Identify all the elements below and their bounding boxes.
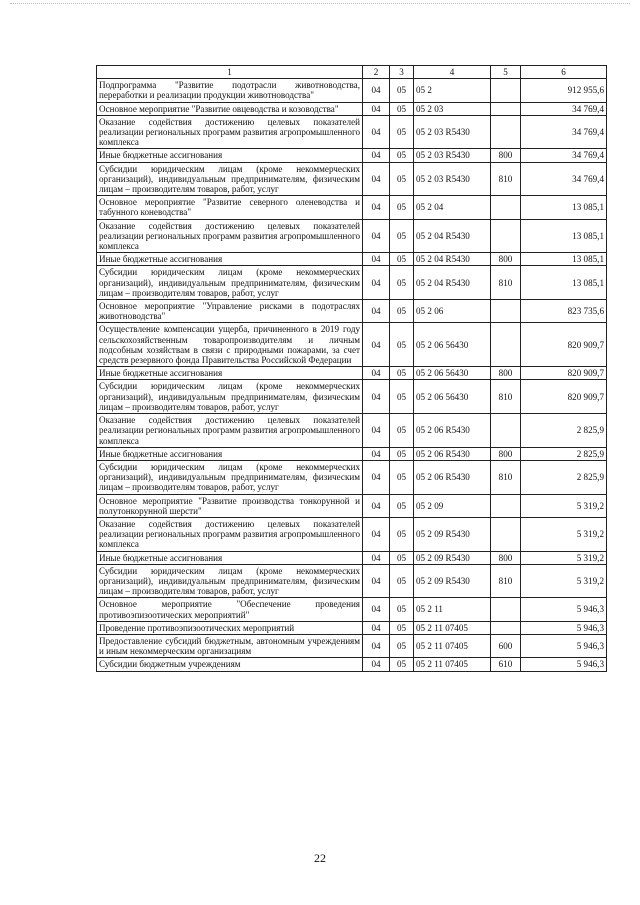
row-subsection-cell: 05 — [390, 253, 414, 266]
header-cell: 6 — [521, 66, 607, 79]
row-expense-type-cell: 800 — [491, 367, 521, 380]
row-target-article-cell: 05 2 06 56430 — [414, 323, 491, 367]
header-cell: 1 — [97, 66, 363, 79]
table-row — [97, 266, 607, 300]
table-row — [97, 253, 607, 266]
row-section-cell: 04 — [363, 253, 390, 266]
table-header-row — [97, 66, 607, 79]
row-name-cell: Основное мероприятие "Развитие производства тонкорунной и полутонкорунной шерсти" — [97, 494, 363, 517]
table-row — [97, 658, 607, 671]
row-amount-cell: 820 909,7 — [521, 380, 607, 414]
row-name-cell: Проведение противоэпизоотических мероприятий — [97, 621, 363, 634]
row-expense-type-cell — [491, 598, 521, 621]
row-name-cell: Основное мероприятие "Развитие северного оленеводства и табунного коневодства" — [97, 196, 363, 219]
row-target-article-cell: 05 2 11 07405 — [414, 621, 491, 634]
row-section-cell: 04 — [363, 149, 390, 162]
row-amount-cell: 34 769,4 — [521, 115, 607, 149]
row-target-article-cell: 05 2 04 — [414, 196, 491, 219]
table-row — [97, 115, 607, 149]
row-amount-cell: 5 319,2 — [521, 564, 607, 598]
row-amount-cell: 5 946,3 — [521, 634, 607, 657]
row-amount-cell: 34 769,4 — [521, 162, 607, 196]
table-row — [97, 564, 607, 598]
table-row — [97, 414, 607, 448]
row-expense-type-cell — [491, 323, 521, 367]
row-target-article-cell: 05 2 06 — [414, 300, 491, 323]
row-section-cell: 04 — [363, 447, 390, 460]
header-cell: 2 — [363, 66, 390, 79]
row-name-cell: Оказание содействия достижению целевых показателей реализации региональных программ развития агропромышленного комплекса — [97, 219, 363, 253]
row-expense-type-cell: 810 — [491, 564, 521, 598]
row-amount-cell: 820 909,7 — [521, 367, 607, 380]
row-section-cell: 04 — [363, 414, 390, 448]
row-section-cell: 04 — [363, 102, 390, 115]
row-target-article-cell: 05 2 04 R5430 — [414, 219, 491, 253]
table-row — [97, 517, 607, 551]
row-subsection-cell: 05 — [390, 460, 414, 494]
header-cell: 4 — [414, 66, 491, 79]
row-amount-cell: 820 909,7 — [521, 323, 607, 367]
row-section-cell: 04 — [363, 367, 390, 380]
row-name-cell: Иные бюджетные ассигнования — [97, 367, 363, 380]
row-target-article-cell: 05 2 03 R5430 — [414, 149, 491, 162]
row-target-article-cell: 05 2 06 R5430 — [414, 414, 491, 448]
row-expense-type-cell: 800 — [491, 149, 521, 162]
row-name-cell: Оказание содействия достижению целевых показателей реализации региональных программ развития агропромышленного комплекса — [97, 115, 363, 149]
table-row — [97, 79, 607, 102]
row-target-article-cell: 05 2 04 R5430 — [414, 266, 491, 300]
row-subsection-cell: 05 — [390, 196, 414, 219]
row-amount-cell: 2 825,9 — [521, 447, 607, 460]
row-subsection-cell: 05 — [390, 102, 414, 115]
row-target-article-cell: 05 2 04 R5430 — [414, 253, 491, 266]
row-subsection-cell: 05 — [390, 598, 414, 621]
row-amount-cell: 2 825,9 — [521, 460, 607, 494]
row-section-cell: 04 — [363, 494, 390, 517]
row-name-cell: Субсидии юридическим лицам (кроме некоммерческих организаций), индивидуальным предпринимателям, физическим лицам – производителям товаров, работ, услуг — [97, 380, 363, 414]
row-name-cell: Субсидии юридическим лицам (кроме некоммерческих организаций), индивидуальным предпринимателям, физическим лицам – производителям товаров, работ, услуг — [97, 564, 363, 598]
row-name-cell: Иные бюджетные ассигнования — [97, 551, 363, 564]
row-target-article-cell: 05 2 03 R5430 — [414, 115, 491, 149]
row-name-cell: Оказание содействия достижению целевых показателей реализации региональных программ развития агропромышленного комплекса — [97, 414, 363, 448]
row-subsection-cell: 05 — [390, 658, 414, 671]
row-name-cell: Иные бюджетные ассигнования — [97, 447, 363, 460]
row-name-cell: Субсидии бюджетным учреждениям — [97, 658, 363, 671]
table-row — [97, 460, 607, 494]
row-subsection-cell: 05 — [390, 621, 414, 634]
row-amount-cell: 13 085,1 — [521, 266, 607, 300]
row-section-cell: 04 — [363, 79, 390, 102]
row-expense-type-cell — [491, 494, 521, 517]
table-row — [97, 494, 607, 517]
row-subsection-cell: 05 — [390, 266, 414, 300]
row-section-cell: 04 — [363, 621, 390, 634]
budget-table — [96, 65, 607, 672]
row-subsection-cell: 05 — [390, 447, 414, 460]
row-subsection-cell: 05 — [390, 162, 414, 196]
row-amount-cell: 5 319,2 — [521, 494, 607, 517]
row-target-article-cell: 05 2 03 R5430 — [414, 162, 491, 196]
row-name-cell: Предоставление субсидий бюджетным, автономным учреждениям и иным некоммерческим организациям — [97, 634, 363, 657]
row-amount-cell: 5 946,3 — [521, 621, 607, 634]
row-expense-type-cell — [491, 517, 521, 551]
row-name-cell: Иные бюджетные ассигнования — [97, 253, 363, 266]
row-target-article-cell: 05 2 06 56430 — [414, 367, 491, 380]
row-amount-cell: 34 769,4 — [521, 102, 607, 115]
row-section-cell: 04 — [363, 300, 390, 323]
row-subsection-cell: 05 — [390, 219, 414, 253]
row-expense-type-cell: 800 — [491, 551, 521, 564]
row-expense-type-cell — [491, 196, 521, 219]
row-amount-cell: 5 946,3 — [521, 598, 607, 621]
row-amount-cell: 2 825,9 — [521, 414, 607, 448]
row-subsection-cell: 05 — [390, 380, 414, 414]
row-name-cell: Основное мероприятие "Обеспечение проведения противоэпизоотических мероприятий" — [97, 598, 363, 621]
row-subsection-cell: 05 — [390, 414, 414, 448]
row-target-article-cell: 05 2 06 R5430 — [414, 447, 491, 460]
row-section-cell: 04 — [363, 634, 390, 657]
row-expense-type-cell — [491, 102, 521, 115]
table-row — [97, 598, 607, 621]
row-name-cell: Субсидии юридическим лицам (кроме некоммерческих организаций), индивидуальным предпринимателям, физическим лицам – производителям товаров, работ, услуг — [97, 460, 363, 494]
table-row — [97, 102, 607, 115]
row-section-cell: 04 — [363, 266, 390, 300]
row-amount-cell: 5 319,2 — [521, 517, 607, 551]
row-subsection-cell: 05 — [390, 323, 414, 367]
table-row — [97, 551, 607, 564]
row-amount-cell: 823 735,6 — [521, 300, 607, 323]
row-name-cell: Субсидии юридическим лицам (кроме некоммерческих организаций), индивидуальным предпринимателям, физическим лицам – производителям товаров, работ, услуг — [97, 162, 363, 196]
row-subsection-cell: 05 — [390, 564, 414, 598]
row-target-article-cell: 05 2 11 07405 — [414, 634, 491, 657]
table-row — [97, 149, 607, 162]
row-section-cell: 04 — [363, 460, 390, 494]
table-row — [97, 621, 607, 634]
row-expense-type-cell: 810 — [491, 266, 521, 300]
row-amount-cell: 34 769,4 — [521, 149, 607, 162]
row-target-article-cell: 05 2 09 R5430 — [414, 564, 491, 598]
row-name-cell: Иные бюджетные ассигнования — [97, 149, 363, 162]
row-amount-cell: 912 955,6 — [521, 79, 607, 102]
row-name-cell: Основное мероприятие "Развитие овцеводства и козоводства" — [97, 102, 363, 115]
row-name-cell: Оказание содействия достижению целевых показателей реализации региональных программ развития агропромышленного комплекса — [97, 517, 363, 551]
row-name-cell: Подпрограмма "Развитие подотрасли животноводства, переработки и реализации продукции животноводства" — [97, 79, 363, 102]
row-expense-type-cell — [491, 115, 521, 149]
row-section-cell: 04 — [363, 551, 390, 564]
row-expense-type-cell: 600 — [491, 634, 521, 657]
row-section-cell: 04 — [363, 380, 390, 414]
table-row — [97, 323, 607, 367]
row-target-article-cell: 05 2 09 R5430 — [414, 551, 491, 564]
row-target-article-cell: 05 2 — [414, 79, 491, 102]
row-subsection-cell: 05 — [390, 149, 414, 162]
row-name-cell: Осуществление компенсации ущерба, причиненного в 2019 году сельскохозяйственным товаропроизводителям и личным подсобным хозяйствам в связи с природными пожарами, за счет средств резервного фонда Правительства Российской Федерации — [97, 323, 363, 367]
row-amount-cell: 13 085,1 — [521, 253, 607, 266]
row-expense-type-cell: 810 — [491, 380, 521, 414]
row-subsection-cell: 05 — [390, 367, 414, 380]
table-row — [97, 367, 607, 380]
header-cell: 5 — [491, 66, 521, 79]
table-row — [97, 162, 607, 196]
table-row — [97, 447, 607, 460]
row-subsection-cell: 05 — [390, 79, 414, 102]
row-expense-type-cell: 810 — [491, 460, 521, 494]
table-row — [97, 634, 607, 657]
row-subsection-cell: 05 — [390, 494, 414, 517]
header-cell: 3 — [390, 66, 414, 79]
row-expense-type-cell — [491, 300, 521, 323]
row-amount-cell: 13 085,1 — [521, 219, 607, 253]
row-amount-cell: 5 319,2 — [521, 551, 607, 564]
row-section-cell: 04 — [363, 115, 390, 149]
page-number: 22 — [314, 851, 326, 865]
row-expense-type-cell — [491, 414, 521, 448]
row-section-cell: 04 — [363, 517, 390, 551]
table-row — [97, 380, 607, 414]
row-section-cell: 04 — [363, 658, 390, 671]
row-amount-cell: 5 946,3 — [521, 658, 607, 671]
row-target-article-cell: 05 2 03 — [414, 102, 491, 115]
row-expense-type-cell: 800 — [491, 447, 521, 460]
row-expense-type-cell — [491, 621, 521, 634]
row-section-cell: 04 — [363, 219, 390, 253]
row-expense-type-cell — [491, 219, 521, 253]
row-target-article-cell: 05 2 11 — [414, 598, 491, 621]
table-row — [97, 300, 607, 323]
scan-edge — [0, 0, 640, 14]
row-expense-type-cell: 800 — [491, 253, 521, 266]
table-row — [97, 196, 607, 219]
row-target-article-cell: 05 2 11 07405 — [414, 658, 491, 671]
row-name-cell: Основное мероприятие "Управление рисками в подотраслях животноводства" — [97, 300, 363, 323]
row-target-article-cell: 05 2 06 56430 — [414, 380, 491, 414]
row-section-cell: 04 — [363, 162, 390, 196]
row-subsection-cell: 05 — [390, 300, 414, 323]
row-subsection-cell: 05 — [390, 115, 414, 149]
row-section-cell: 04 — [363, 598, 390, 621]
row-section-cell: 04 — [363, 323, 390, 367]
row-subsection-cell: 05 — [390, 517, 414, 551]
row-subsection-cell: 05 — [390, 634, 414, 657]
row-amount-cell: 13 085,1 — [521, 196, 607, 219]
row-expense-type-cell — [491, 79, 521, 102]
row-section-cell: 04 — [363, 564, 390, 598]
row-expense-type-cell: 610 — [491, 658, 521, 671]
row-target-article-cell: 05 2 09 — [414, 494, 491, 517]
table-row — [97, 219, 607, 253]
row-target-article-cell: 05 2 09 R5430 — [414, 517, 491, 551]
row-target-article-cell: 05 2 06 R5430 — [414, 460, 491, 494]
row-name-cell: Субсидии юридическим лицам (кроме некоммерческих организаций), индивидуальным предпринимателям, физическим лицам – производителям товаров, работ, услуг — [97, 266, 363, 300]
row-section-cell: 04 — [363, 196, 390, 219]
table-body — [97, 79, 607, 671]
row-subsection-cell: 05 — [390, 551, 414, 564]
row-expense-type-cell: 810 — [491, 162, 521, 196]
